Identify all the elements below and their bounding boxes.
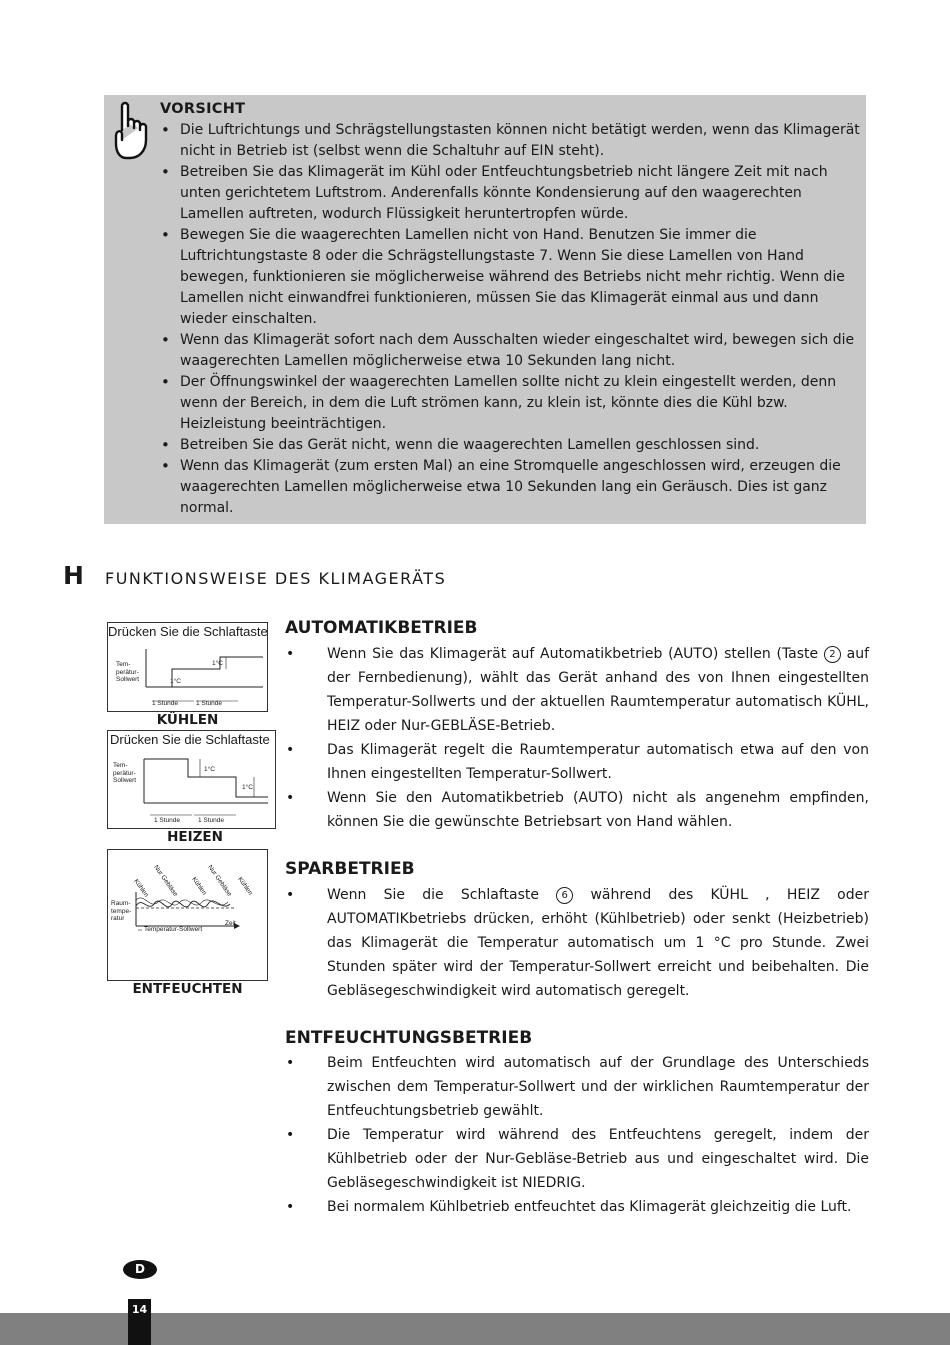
- dry-diagram-label: Kühlen: [236, 876, 254, 897]
- heat-diagram-hour1: 1 Stunde: [154, 817, 181, 824]
- heat-diagram-ylabel: Tem- perätur- Sollwert: [113, 762, 137, 784]
- pointing-hand-icon: [110, 100, 152, 160]
- cool-diagram-ylabel: Tem- perätur- Sollwert: [116, 661, 140, 683]
- economy-mode-text-pre: Wenn Sie die Schlaftaste: [327, 887, 539, 903]
- section-letter: H: [63, 561, 84, 590]
- dehumidify-mode-list: [285, 1051, 869, 1219]
- dehumidify-mode-item: • Bei normalem Kühlbetrieb entfeuchtet das Klimagerät gleichzeitig die Luft.: [285, 1195, 869, 1219]
- language-badge: D: [123, 1260, 157, 1279]
- cool-diagram-hour2: 1 Stunde: [196, 700, 223, 707]
- caution-list: [160, 120, 860, 519]
- dry-diagram-label: Kühlen: [190, 876, 208, 897]
- dry-diagram-label: Kühlen: [132, 878, 150, 899]
- heat-diagram-step1: 1°C: [204, 766, 215, 773]
- caution-item: • Wenn das Klimagerät sofort nach dem Ausschalten wieder eingeschaltet wird, bewegen sich die waagerechten Lamellen möglicherweise etwa 10 Sekunden lang nicht.: [160, 330, 860, 372]
- dry-diagram-setpoint: Temperatur-Sollwert: [144, 926, 203, 933]
- button-6-icon: 6: [556, 887, 573, 904]
- auto-mode-text-pre: Wenn Sie das Klimagerät auf Automatikbetrieb (AUTO) stellen (Taste: [327, 646, 819, 662]
- heat-sleep-diagram: [107, 730, 276, 829]
- dry-diagram-caption: ENTFEUCHTEN: [132, 981, 243, 997]
- dry-diagram: [107, 849, 268, 981]
- auto-mode-item: • Das Klimagerät regelt die Raumtemperatur automatisch etwa auf den von Ihnen eingestellten Temperatur-Sollwert.: [285, 738, 869, 786]
- economy-mode-title: SPARBETRIEB: [285, 859, 415, 879]
- cool-diagram-heading: Drücken Sie die Schlaftaste: [108, 624, 268, 639]
- caution-item: • Der Öffnungswinkel der waagerechten Lamellen sollte nicht zu klein eingestellt werden, denn wenn der Bereich, in dem die Luft strömen kann, zu klein ist, könnte dies die Kühl bzw. Heizleistung beeinträchtigen.: [160, 372, 860, 435]
- dehumidify-mode-item: • Die Temperatur wird während des Entfeuchtens geregelt, indem der Kühlbetrieb oder der Nur-Gebläse-Betrieb aus und eingeschaltet wird. Die Gebläsegeschwindigkeit ist NIEDRIG.: [285, 1123, 869, 1195]
- caution-title: VORSICHT: [160, 101, 246, 117]
- caution-item: • Betreiben Sie das Gerät nicht, wenn die waagerechten Lamellen geschlossen sind.: [160, 435, 860, 456]
- section-title: FUNKTIONSWEISE DES KLIMAGERÄTS: [105, 569, 447, 588]
- dry-diagram-ylabel: Raum- tempe- ratur: [111, 900, 132, 922]
- economy-mode-text-post: während des KÜHL , HEIZ oder AUTOMATIKbetriebs drücken, erhöht (Kühlbetrieb) oder senkt (Heizbetrieb) das Klimagerät die Temperatur automatisch um 1 °C pro Stunde. Zwei Stunden später wird der Temperatur-Sollwert erreicht und beibehalten. Die Gebläsegeschwindigkeit wird automatisch geregelt.: [327, 887, 869, 999]
- dry-graph: [108, 850, 269, 982]
- economy-mode-list: [285, 883, 869, 1003]
- dehumidify-mode-item: • Beim Entfeuchten wird automatisch auf der Grundlage des Unterschieds zwischen dem Temperatur-Sollwert und der wirklichen Raumtemperatur der Entfeuchtungsbetrieb gewählt.: [285, 1051, 869, 1123]
- caution-item: • Wenn das Klimagerät (zum ersten Mal) an eine Stromquelle angeschlossen wird, erzeugen die waagerechten Lamellen möglicherweise etwa 10 Sekunden lang ein Geräusch. Dies ist ganz normal.: [160, 456, 860, 519]
- caution-item: • Die Luftrichtungs und Schrägstellungstasten können nicht betätigt werden, wenn das Klimagerät nicht in Betrieb ist (selbst wenn die Schaltuhr auf EIN steht).: [160, 120, 860, 162]
- dry-diagram-time: Zeit: [225, 920, 236, 927]
- auto-mode-text-post: auf der Fernbedienung), wählt das Gerät anhand des von Ihnen eingestellten Temperatur-Sollwerts und der aktuellen Raumtemperatur automatisch KÜHL, HEIZ oder Nur-GEBLÄSE-Betrieb.: [327, 646, 870, 734]
- auto-mode-title: AUTOMATIKBETRIEB: [285, 618, 478, 638]
- heat-diagram-hour2: 1 Stunde: [198, 817, 225, 824]
- economy-mode-item: [285, 883, 869, 1003]
- auto-mode-item: [285, 642, 869, 738]
- heat-diagram-step2: 1°C: [242, 784, 253, 791]
- caution-item: • Bewegen Sie die waagerechten Lamellen nicht von Hand. Benutzen Sie immer die Luftrichtungstaste 8 oder die Schrägstellungstaste 7. Wenn Sie diese Lamellen von Hand bewegen, funktionieren sie möglicherweise während des Betriebs nicht mehr richtig. Wenn die Lamellen nicht einwandfrei funktionieren, müssen Sie das Klimagerät einmal aus und dann wieder einschalten.: [160, 225, 860, 330]
- caution-box: [104, 95, 866, 524]
- auto-mode-list: [285, 642, 869, 834]
- heat-diagram-caption: HEIZEN: [167, 829, 223, 845]
- dehumidify-mode-title: ENTFEUCHTUNGSBETRIEB: [285, 1028, 533, 1048]
- cool-diagram-hour1: 1 Stunde: [152, 700, 179, 707]
- heat-diagram-heading: Drücken Sie die Schlaftaste: [110, 732, 270, 747]
- dry-diagram-label: Nur Gebläse: [206, 864, 233, 898]
- cool-diagram-caption: KÜHLEN: [156, 712, 219, 728]
- button-2-icon: 2: [824, 646, 841, 663]
- cool-diagram-step1: 1°C: [170, 678, 181, 685]
- cool-diagram-step2: 1°C: [212, 660, 223, 667]
- dry-diagram-label: Nur Gebläse: [152, 864, 179, 898]
- cool-sleep-diagram: [107, 622, 268, 712]
- auto-mode-item: • Wenn Sie den Automatikbetrieb (AUTO) nicht als angenehm empfinden, können Sie die gewünschte Betriebsart von Hand wählen.: [285, 786, 869, 834]
- caution-item: • Betreiben Sie das Klimagerät im Kühl oder Entfeuchtungsbetrieb nicht längere Zeit mit nach unten gerichtetem Luftstrom. Anderenfalls könnte Kondensierung auf den waagerechten Lamellen auftreten, wodurch Flüssigkeit heruntertropfen würde.: [160, 162, 860, 225]
- page-number: 14: [128, 1299, 151, 1345]
